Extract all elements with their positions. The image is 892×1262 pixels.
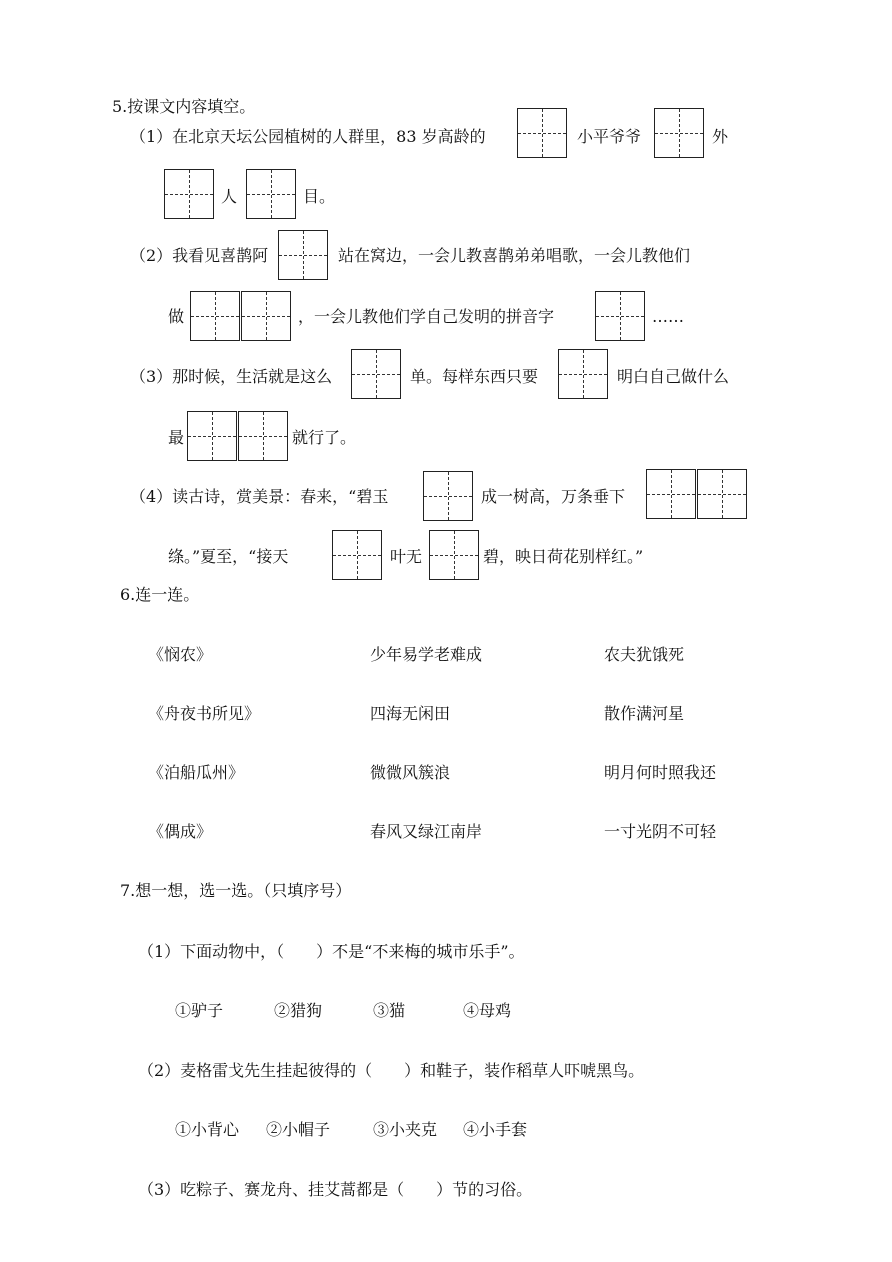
q1-text-e: 目。	[303, 187, 336, 206]
q4-text-e: 碧，映日荷花别样红。”	[483, 547, 644, 566]
q3-text-c: 明白自己做什么	[617, 367, 730, 386]
option[interactable]: ③猫	[373, 1001, 406, 1020]
q4-text-d: 叶无	[390, 547, 423, 566]
char-box[interactable]	[697, 469, 747, 519]
char-box[interactable]	[238, 411, 288, 461]
q7-3-question: （3）吃粽子、赛龙舟、挂艾蒿都是（ ）节的习俗。	[138, 1180, 533, 1199]
q4-text-b: 成一树高，万条垂下	[481, 487, 626, 506]
poem-line[interactable]: 春风又绿江南岸	[370, 822, 483, 841]
section-7-title: 7.想一想，选一选。（只填序号）	[120, 881, 352, 900]
section-5-title: 5.按课文内容填空。	[112, 97, 256, 116]
poem-line[interactable]: 一寸光阴不可轻	[604, 822, 717, 841]
option[interactable]: ①驴子	[175, 1001, 224, 1020]
char-box[interactable]	[423, 471, 473, 521]
poem-title[interactable]: 《悯农》	[148, 645, 213, 664]
poem-line[interactable]: 散作满河星	[604, 704, 685, 723]
char-box[interactable]	[278, 230, 328, 280]
q3-text-b: 单。每样东西只要	[410, 367, 539, 386]
q3-text-a: （3）那时候，生活就是这么	[130, 367, 333, 386]
char-box[interactable]	[351, 349, 401, 399]
q7-2-question: （2）麦格雷戈先生挂起彼得的（ ）和鞋子，装作稻草人吓唬黑鸟。	[138, 1061, 645, 1080]
char-box[interactable]	[246, 169, 296, 219]
option[interactable]: ④小手套	[463, 1120, 528, 1139]
char-box[interactable]	[646, 469, 696, 519]
q7-1-question: （1）下面动物中，（ ）不是“不来梅的城市乐手”。	[138, 942, 525, 961]
char-box[interactable]	[558, 349, 608, 399]
q4-text-a: （4）读古诗，赏美景：春来，“碧玉	[130, 487, 389, 506]
poem-title[interactable]: 《泊船瓜州》	[148, 763, 245, 782]
q2-text-e: ……	[652, 307, 684, 326]
q3-text-e: 就行了。	[292, 428, 357, 447]
q1-text-c: 外	[712, 127, 729, 146]
poem-line[interactable]: 农夫犹饿死	[604, 645, 685, 664]
q2-text-a: （2）我看见喜鹊阿	[130, 246, 269, 265]
poem-line[interactable]: 少年易学老难成	[370, 645, 483, 664]
char-box[interactable]	[241, 291, 291, 341]
section-6-title: 6.连一连。	[120, 585, 200, 604]
char-box[interactable]	[429, 530, 479, 580]
option[interactable]: ②猎狗	[274, 1001, 323, 1020]
option[interactable]: ①小背心	[175, 1120, 240, 1139]
q1-text-d: 人	[221, 187, 238, 206]
poem-title[interactable]: 《舟夜书所见》	[148, 704, 261, 723]
char-box[interactable]	[190, 291, 240, 341]
char-box[interactable]	[517, 108, 567, 158]
q2-text-d: ，一会儿教他们学自己发明的拼音字	[298, 307, 555, 326]
q1-text-b: 小平爷爷	[577, 127, 642, 146]
q4-text-c: 绦。”夏至，“接天	[168, 547, 289, 566]
option[interactable]: ④母鸡	[463, 1001, 512, 1020]
q1-text-a: （1）在北京天坛公园植树的人群里，83 岁高龄的	[130, 127, 486, 146]
option[interactable]: ②小帽子	[266, 1120, 331, 1139]
poem-line[interactable]: 四海无闲田	[370, 704, 451, 723]
q2-text-b: 站在窝边，一会儿教喜鹊弟弟唱歌，一会儿教他们	[338, 246, 691, 265]
option[interactable]: ③小夹克	[373, 1120, 438, 1139]
poem-line[interactable]: 明月何时照我还	[604, 763, 717, 782]
char-box[interactable]	[187, 411, 237, 461]
poem-title[interactable]: 《偶成》	[148, 822, 213, 841]
char-box[interactable]	[654, 108, 704, 158]
poem-line[interactable]: 微微风簇浪	[370, 763, 451, 782]
char-box[interactable]	[595, 291, 645, 341]
q2-text-c: 做	[168, 307, 185, 326]
char-box[interactable]	[164, 169, 214, 219]
char-box[interactable]	[332, 530, 382, 580]
q3-text-d: 最	[168, 428, 185, 447]
